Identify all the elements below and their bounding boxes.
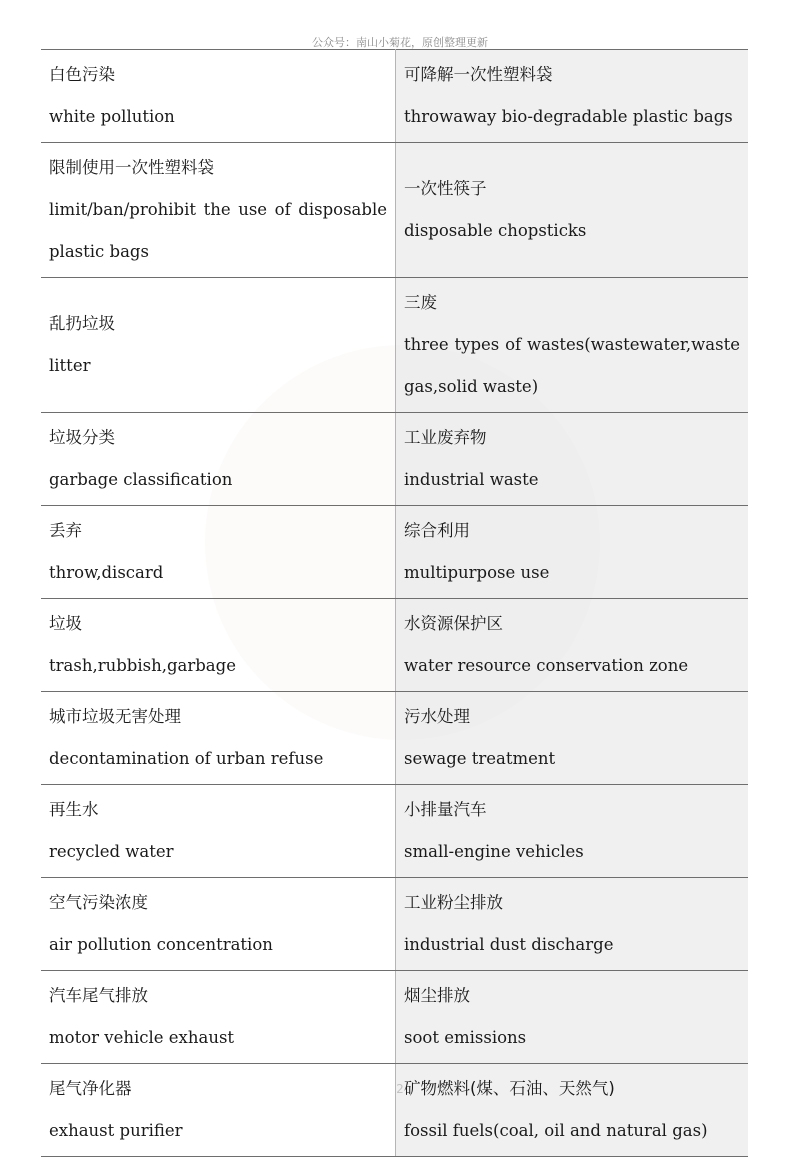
english-term: litter <box>49 356 91 375</box>
table-row <box>41 143 748 278</box>
chinese-term: 水资源保护区 <box>404 614 503 633</box>
term-cell <box>396 143 749 278</box>
english-term: motor vehicle exhaust <box>49 1028 235 1047</box>
table-row <box>41 506 748 599</box>
term-cell <box>41 878 396 971</box>
term-cell <box>41 692 396 785</box>
english-term: fossil fuels(coal, oil and natural gas) <box>404 1121 708 1140</box>
chinese-term: 城市垃圾无害处理 <box>49 707 181 726</box>
english-term: industrial dust discharge <box>404 935 614 954</box>
english-term: trash,rubbish,garbage <box>49 656 236 675</box>
english-term: industrial waste <box>404 470 539 489</box>
term-cell <box>396 506 749 599</box>
term-cell <box>41 413 396 506</box>
term-cell <box>396 50 749 143</box>
table-row <box>41 878 748 971</box>
term-cell <box>396 692 749 785</box>
term-cell <box>41 599 396 692</box>
chinese-term: 丢弃 <box>49 521 82 540</box>
table-row <box>41 971 748 1064</box>
table-row <box>41 692 748 785</box>
term-cell <box>396 785 749 878</box>
chinese-term: 尾气净化器 <box>49 1079 132 1098</box>
term-cell <box>396 1064 749 1157</box>
table-row <box>41 599 748 692</box>
english-term: recycled water <box>49 842 174 861</box>
chinese-term: 垃圾分类 <box>49 428 115 447</box>
chinese-term: 污水处理 <box>404 707 470 726</box>
english-term: soot emissions <box>404 1028 527 1047</box>
chinese-term: 垃圾 <box>49 614 82 633</box>
english-term: sewage treatment <box>404 749 556 768</box>
term-cell <box>396 278 749 413</box>
english-term: water resource conservation zone <box>404 656 689 675</box>
chinese-term: 烟尘排放 <box>404 986 470 1005</box>
table-row <box>41 50 748 143</box>
term-cell <box>41 971 396 1064</box>
table-row <box>41 413 748 506</box>
english-term: garbage classification <box>49 470 233 489</box>
chinese-term: 再生水 <box>49 800 99 819</box>
chinese-term: 乱扔垃圾 <box>49 314 115 333</box>
english-term: exhaust purifier <box>49 1121 183 1140</box>
chinese-term: 三废 <box>404 293 437 312</box>
vocabulary-table <box>41 49 748 1157</box>
chinese-term: 汽车尾气排放 <box>49 986 148 1005</box>
term-cell <box>41 143 396 278</box>
term-cell <box>396 599 749 692</box>
term-cell <box>396 878 749 971</box>
english-term: disposable chopsticks <box>404 221 587 240</box>
chinese-term: 白色污染 <box>49 65 115 84</box>
chinese-term: 可降解一次性塑料袋 <box>404 65 553 84</box>
english-term: limit/ban/prohibit the use of disposable plastic bags <box>49 200 387 261</box>
term-cell <box>41 785 396 878</box>
chinese-term: 空气污染浓度 <box>49 893 148 912</box>
english-term: throwaway bio-degradable plastic bags <box>404 107 733 126</box>
term-cell <box>41 1064 396 1157</box>
table-row <box>41 785 748 878</box>
term-cell <box>41 278 396 413</box>
term-cell <box>396 971 749 1064</box>
english-term: small-engine vehicles <box>404 842 584 861</box>
english-term: white pollution <box>49 107 175 126</box>
english-term: decontamination of urban refuse <box>49 749 324 768</box>
chinese-term: 限制使用一次性塑料袋 <box>49 158 214 177</box>
chinese-term: 工业废弃物 <box>404 428 487 447</box>
chinese-term: 综合利用 <box>404 521 470 540</box>
english-term: three types of wastes(wastewater,waste gas,solid waste) <box>404 335 740 396</box>
table-row <box>41 1064 748 1157</box>
chinese-term: 工业粉尘排放 <box>404 893 503 912</box>
chinese-term: 矿物燃料(煤、石油、天然气) <box>404 1079 615 1098</box>
english-term: throw,discard <box>49 563 164 582</box>
english-term: air pollution concentration <box>49 935 273 954</box>
term-cell <box>41 506 396 599</box>
term-cell <box>41 50 396 143</box>
chinese-term: 一次性筷子 <box>404 179 487 198</box>
term-cell <box>396 413 749 506</box>
chinese-term: 小排量汽车 <box>404 800 487 819</box>
english-term: multipurpose use <box>404 563 550 582</box>
table-row <box>41 278 748 413</box>
page-header: 公众号：南山小菊花，原创整理更新 <box>312 36 488 49</box>
